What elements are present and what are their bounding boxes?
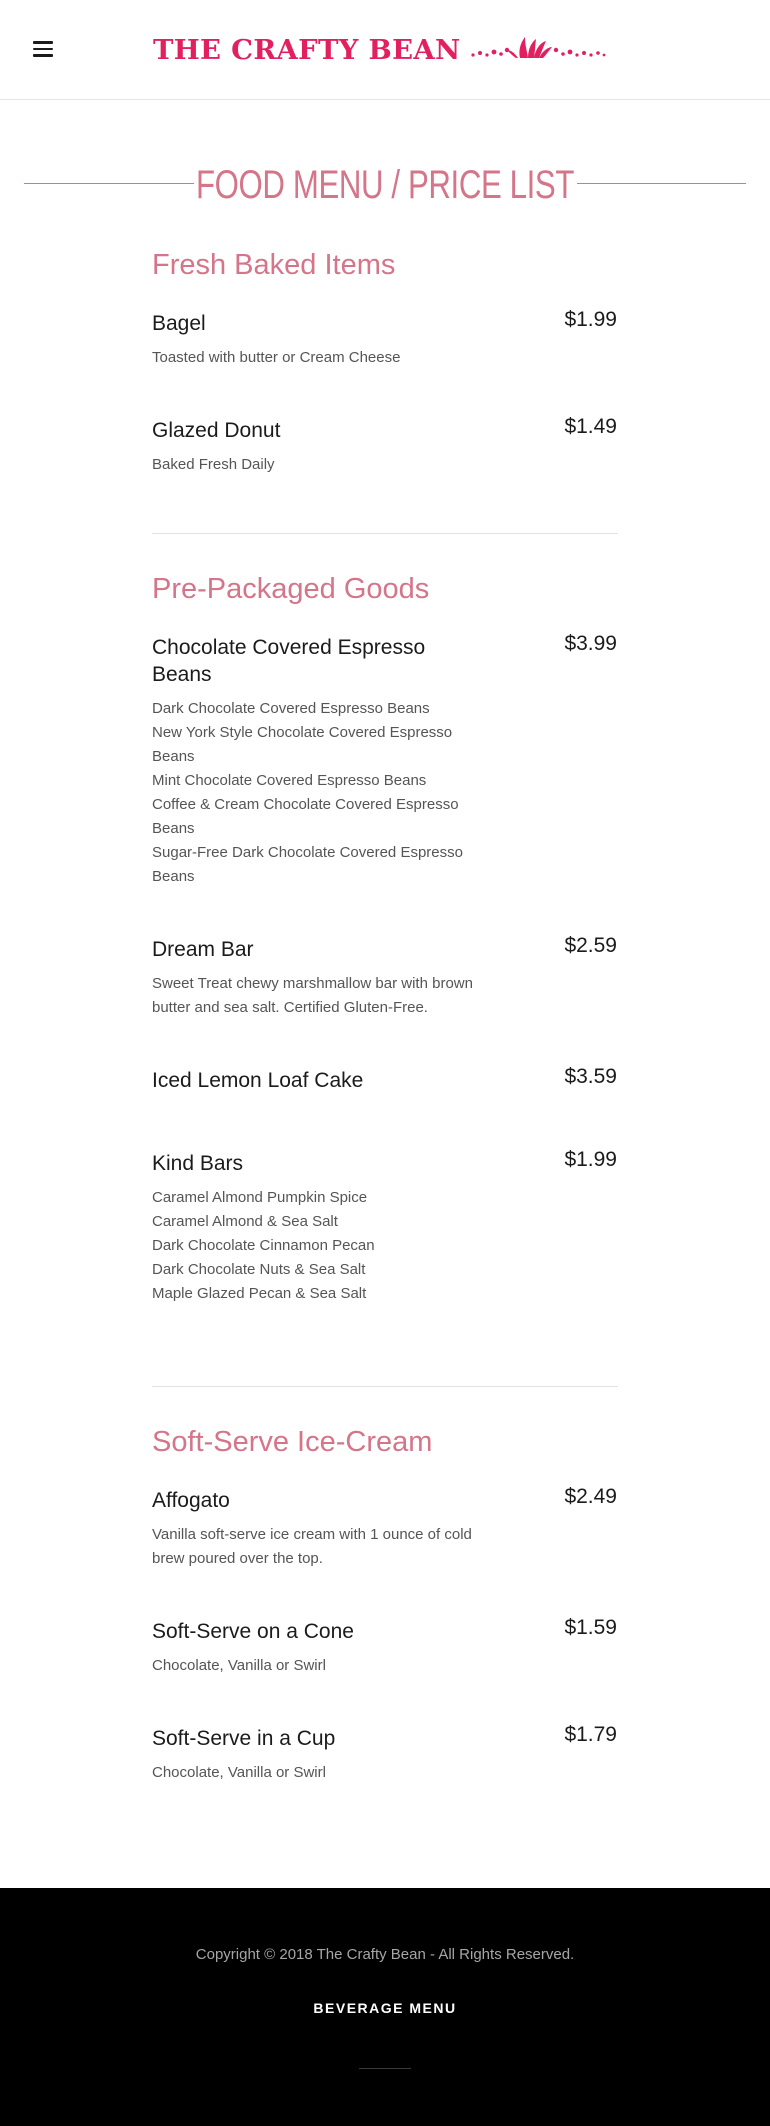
menu-item-price: $1.49: [564, 415, 617, 438]
footer-divider: [359, 2068, 411, 2069]
page-title-row: [0, 155, 770, 215]
menu-item-name: Dream Bar: [152, 938, 254, 961]
menu-item-name: Affogato: [152, 1489, 230, 1512]
menu-item-price: $2.49: [564, 1485, 617, 1508]
site-footer: [0, 1888, 770, 2126]
menu-item-name: Iced Lemon Loaf Cake: [152, 1069, 364, 1092]
hamburger-icon[interactable]: [33, 41, 53, 57]
menu-item-price: $3.99: [564, 632, 617, 655]
menu-item-price: $1.99: [564, 1148, 617, 1171]
section-divider: [152, 533, 618, 534]
flavor-line: Dark Chocolate Cinnamon Pecan: [152, 1237, 375, 1254]
section-divider: [152, 1386, 618, 1387]
brand-logo[interactable]: [153, 30, 608, 70]
section-title-soft-serve: Soft-Serve Ice-Cream: [152, 1426, 433, 1458]
menu-item-price: $2.59: [564, 934, 617, 957]
page-title: FOOD MENU / PRICE LIST: [195, 163, 574, 207]
menu-item-price: $1.79: [564, 1723, 617, 1746]
menu-item-name: Chocolate Covered Espresso Beans: [152, 636, 426, 686]
flavor-line: Mint Chocolate Covered Espresso Beans: [152, 772, 427, 789]
flavor-line: Caramel Almond Pumpkin Spice: [152, 1189, 368, 1206]
flavor-line: Caramel Almond & Sea Salt: [152, 1213, 338, 1230]
decorative-flourish-icon: [470, 33, 608, 67]
menu-item-desc: Toasted with butter or Cream Cheese: [152, 349, 401, 366]
beverage-menu-link[interactable]: BEVERAGE MENU: [313, 2000, 457, 2016]
copyright-text: Copyright © 2018 The Crafty Bean - All Rights Reserved.: [195, 1946, 575, 1963]
menu-item-name: Glazed Donut: [152, 419, 281, 442]
menu-item-desc: Chocolate, Vanilla or Swirl: [152, 1764, 326, 1781]
menu-item-desc: Chocolate, Vanilla or Swirl: [152, 1657, 326, 1674]
site-header: [0, 0, 770, 100]
flavor-line: New York Style Chocolate Covered Espresso Beans: [152, 724, 453, 765]
menu-item-price: $1.99: [564, 308, 617, 331]
flavor-line: Maple Glazed Pecan & Sea Salt: [152, 1285, 367, 1302]
flavor-line: Dark Chocolate Nuts & Sea Salt: [152, 1261, 366, 1278]
menu-item-desc-list: [152, 697, 482, 889]
menu-item-price: $1.59: [564, 1616, 617, 1639]
menu-item-name: Kind Bars: [152, 1152, 244, 1175]
menu-item-desc: Vanilla soft-serve ice cream with 1 ounce of cold brew poured over the top.: [152, 1526, 472, 1567]
flavor-line: Dark Chocolate Covered Espresso Beans: [152, 700, 430, 717]
menu-item-name: Bagel: [152, 312, 206, 335]
menu-item-desc-list: [152, 1186, 492, 1306]
menu-item-price: $3.59: [564, 1065, 617, 1088]
flavor-line: Coffee & Cream Chocolate Covered Espresso Beans: [152, 796, 459, 837]
flavor-line: Sugar-Free Dark Chocolate Covered Espresso Beans: [152, 844, 463, 885]
brand-name: THE CRAFTY BEAN: [153, 34, 461, 66]
section-title-fresh-baked: Fresh Baked Items: [152, 249, 396, 281]
menu-item-name: Soft-Serve on a Cone: [152, 1620, 354, 1643]
menu-item-desc: Baked Fresh Daily: [152, 456, 275, 473]
title-rule-right: [577, 183, 746, 184]
menu-item-name: Soft-Serve in a Cup: [152, 1727, 336, 1750]
section-title-pre-packaged: Pre-Packaged Goods: [152, 573, 430, 605]
menu-item-desc: Sweet Treat chewy marshmallow bar with brown butter and sea salt. Certified Gluten-Free.: [152, 975, 473, 1016]
